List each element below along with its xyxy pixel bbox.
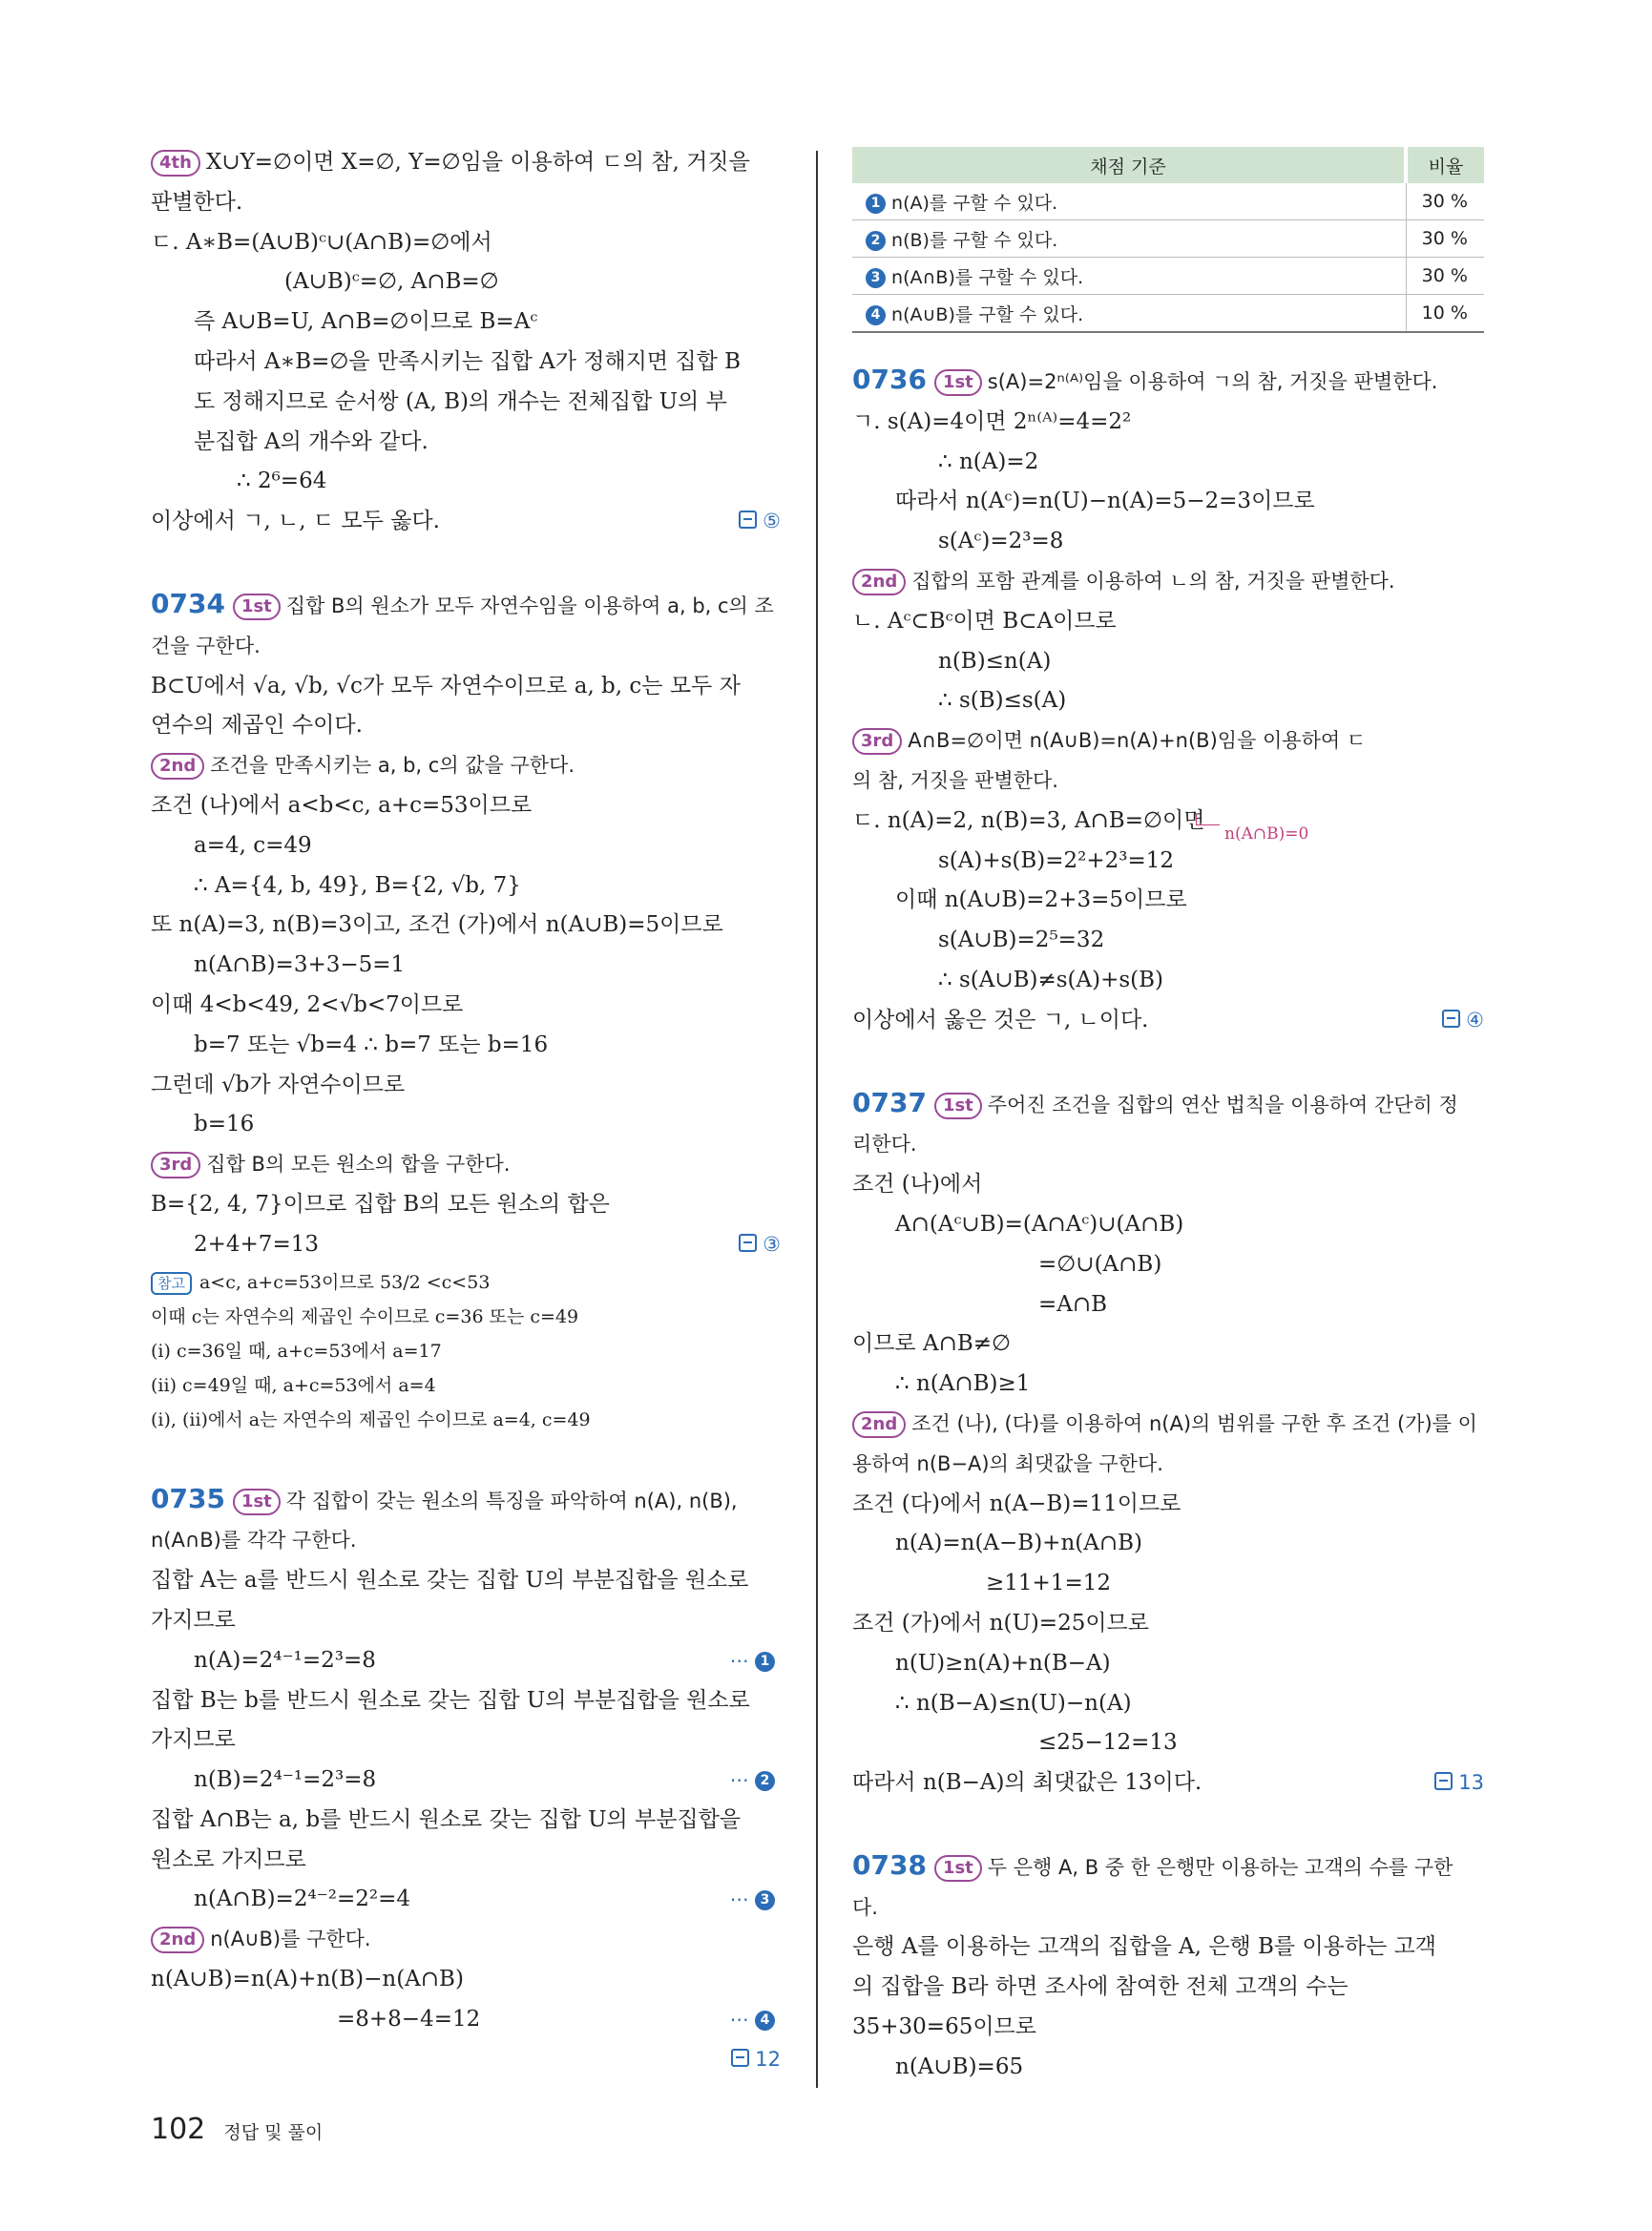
solution-line: [852, 522, 1484, 562]
line-text: B={2, 4, 7}이므로 집합 B의 모든 원소의 합은: [151, 1191, 610, 1217]
line-text: 따라서 n(Aᶜ)=n(U)−n(A)=5−2=3이므로: [895, 489, 1315, 514]
note-tag: 참고: [151, 1272, 192, 1295]
line-text: ∴ n(A∩B)≥1: [895, 1371, 1031, 1397]
line-text: (i), (ii)에서 a는 자연수의 제곱인 수이므로 a=4, c=49: [151, 1408, 591, 1430]
solution-line: [852, 1205, 1484, 1245]
line-text: 이때 4<b<49, 2<√b<7이므로: [151, 991, 464, 1017]
line-text: 2+4+7=13: [194, 1231, 319, 1257]
solution-line: [852, 1285, 1484, 1325]
section-gap: [852, 1804, 1484, 1845]
solution-line: [852, 1723, 1484, 1763]
line-text: 따라서 A∗B=∅을 만족시키는 집합 A가 정해지면 집합 B: [194, 348, 742, 374]
heading-text: 집합 B의 원소가 모두 자연수임을 이용하여 a, b, c의 조: [285, 594, 774, 617]
step-heading: [852, 360, 1484, 403]
step-tag: 2nd: [852, 569, 906, 595]
solution-line: [151, 706, 781, 746]
solution-line: [151, 1880, 781, 1920]
solution-line: [151, 1334, 781, 1368]
solution-line: [151, 223, 781, 263]
solution-line: [852, 1245, 1484, 1285]
score-table-header-criteria: 채점 기준: [852, 147, 1406, 183]
line-text: s(A∪B)=2⁵=32: [938, 928, 1105, 953]
column-divider: [816, 151, 818, 2088]
solution-line: [151, 383, 781, 423]
criteria-number-icon: 2: [866, 231, 886, 251]
step-heading: [151, 1145, 781, 1185]
line-text: ∴ n(A)=2: [938, 448, 1039, 474]
solution-line: [852, 881, 1484, 921]
solution-line: [151, 786, 781, 826]
score-ratio-cell: 30 %: [1406, 258, 1484, 295]
score-table-row: [852, 258, 1484, 295]
solution-line: [852, 1644, 1484, 1684]
answer-mark: [739, 502, 781, 542]
step-heading: [852, 1083, 1484, 1126]
line-text: 조건 (다)에서 n(A−B)=11이므로: [852, 1491, 1181, 1516]
line-text: (ii) c=49일 때, a+c=53에서 a=4: [151, 1374, 436, 1396]
step-number-icon: 2: [755, 1771, 775, 1791]
score-ratio-cell: 30 %: [1406, 183, 1484, 220]
criteria-number-icon: 3: [866, 268, 886, 288]
solution-line: [151, 1265, 781, 1300]
solution-line: [852, 1604, 1484, 1644]
line-text: ∴ s(B)≤s(A): [938, 688, 1067, 714]
line-text: 조건 (나)에서 a<b<c, a+c=53이므로: [151, 792, 533, 818]
heading-text: n(A∪B)를 구한다.: [210, 1928, 371, 1951]
line-text: s(Aᶜ)=2³=8: [938, 529, 1064, 554]
score-table-row: [852, 295, 1484, 333]
line-text: =8+8−4=12: [337, 2006, 481, 2032]
score-table-header-ratio: 비율: [1406, 147, 1484, 183]
criteria-number-icon: 1: [866, 194, 886, 214]
solution-line: [852, 1928, 1484, 1968]
score-ratio-cell: 30 %: [1406, 220, 1484, 258]
step-heading: [151, 1479, 781, 1522]
line-text: 또 n(A)=3, n(B)=3이고, 조건 (가)에서 n(A∪B)=5이므로: [151, 912, 723, 938]
answer-icon: [1442, 1010, 1460, 1028]
criteria-text: n(A)를 구할 수 있다.: [891, 192, 1058, 214]
problem-number: 0737: [852, 1086, 927, 1118]
line-text: n(A)=n(A−B)+n(A∩B): [895, 1531, 1142, 1556]
line-text: 가지므로: [151, 1727, 236, 1753]
line-text: n(A∩B)=2⁴⁻²=2²=4: [194, 1887, 411, 1912]
line-text: n(A)=2⁴⁻¹=2³=8: [194, 1647, 376, 1673]
line-text: 분집합 A의 개수와 같다.: [194, 428, 429, 454]
heading-text: A∩B=∅이면 n(A∪B)=n(A)+n(B)임을 이용하여 ㄷ: [908, 729, 1367, 753]
step-tag: 4th: [151, 150, 200, 177]
solution-line: [151, 462, 781, 502]
line-text: n(B)=2⁴⁻¹=2³=8: [194, 1767, 377, 1793]
step-tag: 1st: [934, 1855, 982, 1882]
step-heading: [852, 721, 1484, 761]
answer-value: 13: [1458, 1771, 1484, 1795]
answer-value: ④: [1466, 1008, 1484, 1032]
line-text: ∴ n(B−A)≤n(U)−n(A): [895, 1690, 1132, 1716]
score-ratio-cell: 10 %: [1406, 295, 1484, 333]
section-gap: [151, 1437, 781, 1479]
line-text: ∴ 2⁶=64: [237, 469, 327, 494]
line-text: A∩(Aᶜ∪B)=(A∩Aᶜ)∪(A∩B): [895, 1211, 1184, 1237]
answer-icon: [731, 2049, 749, 2067]
step-marker: ⋯ 4: [730, 2000, 775, 2040]
solution-line: [852, 602, 1484, 642]
step-heading: [151, 1920, 781, 1960]
answer-mark: [1442, 1001, 1484, 1041]
line-text: 집합 B는 b를 반드시 원소로 갖는 집합 U의 부분집합을 원소로: [151, 1687, 750, 1713]
footer-label: 정답 및 풀이: [223, 2122, 324, 2143]
line-text: 원소로 가지므로: [151, 1846, 306, 1872]
page-number: 102: [151, 2113, 206, 2146]
heading-text: 다.: [852, 1895, 878, 1919]
criteria-text: n(A∩B)를 구할 수 있다.: [891, 266, 1084, 288]
solution-line: [151, 2000, 781, 2040]
solution-line: [151, 667, 781, 707]
heading-text: 두 은행 A, B 중 한 은행만 이용하는 고객의 수를 구한: [987, 1855, 1453, 1879]
solution-line: [151, 1841, 781, 1881]
line-text: B⊂U에서 √a, √b, √c가 모두 자연수이므로 a, b, c는 모두 자: [151, 673, 741, 698]
line-text: 이상에서 옳은 것은 ㄱ, ㄴ이다.: [852, 1007, 1149, 1032]
line-text: =∅∪(A∩B): [1038, 1251, 1162, 1277]
criteria-number-icon: 4: [866, 305, 886, 325]
solution-line: [151, 1300, 781, 1334]
answer-mark: [739, 1225, 781, 1265]
heading-text: 용하여 n(B−A)의 최댓값을 구한다.: [852, 1451, 1163, 1475]
heading-text: 주어진 조건을 집합의 연산 법칙을 이용하여 간단히 정: [987, 1093, 1458, 1116]
solution-line: [151, 262, 781, 302]
step-heading: [151, 584, 781, 627]
line-text: s(A)+s(B)=2²+2³=12: [938, 847, 1175, 873]
step-heading: [852, 1125, 1484, 1165]
solution-line: [151, 1185, 781, 1225]
line-text: 이므로 A∩B≠∅: [852, 1331, 1012, 1357]
solution-line: [852, 642, 1484, 682]
solution-line: [852, 842, 1484, 882]
solution-line: [151, 1225, 781, 1265]
line-text: n(B)≤n(A): [938, 648, 1052, 674]
solution-line: [151, 906, 781, 946]
heading-text: n(A∩B)를 각각 구한다.: [151, 1529, 357, 1553]
solution-line: [151, 143, 781, 183]
solution-line: [151, 502, 781, 542]
line-text: ㄷ. A∗B=(A∪B)ᶜ∪(A∩B)=∅에서: [151, 229, 492, 255]
page-footer: [151, 2113, 323, 2146]
heading-text: 조건 (나), (다)를 이용하여 n(A)의 범위를 구한 후 조건 (가)를 이: [911, 1411, 1477, 1435]
score-criteria-cell: [852, 220, 1406, 258]
heading-text: 각 집합이 갖는 원소의 특징을 파악하여 n(A), n(B),: [285, 1489, 738, 1512]
step-heading: [852, 1405, 1484, 1445]
step-tag: 1st: [934, 1093, 982, 1119]
solution-line: [852, 961, 1484, 1001]
solution-line: [151, 1960, 781, 2000]
step-heading: [151, 627, 781, 667]
section-gap: [852, 333, 1484, 360]
solution-line: [151, 826, 781, 866]
step-tag: 2nd: [151, 1927, 204, 1953]
heading-text: 조건을 만족시키는 a, b, c의 값을 구한다.: [210, 754, 575, 778]
problem-number: 0736: [852, 364, 927, 395]
solution-line: [852, 921, 1484, 961]
line-text: n(A∩B)=3+3−5=1: [194, 952, 406, 978]
heading-text: 리한다.: [852, 1133, 917, 1157]
solution-line: [151, 1601, 781, 1641]
solution-line: [151, 1801, 781, 1841]
solution-line: [852, 1968, 1484, 2008]
answer-value: 12: [755, 2047, 781, 2071]
line-text: 집합 A는 a를 반드시 원소로 갖는 집합 U의 부분집합을 원소로: [151, 1568, 749, 1594]
answer-icon: [739, 1234, 757, 1252]
step-tag: 2nd: [151, 753, 204, 780]
line-text: (A∪B)ᶜ=∅, A∩B=∅: [284, 269, 499, 295]
solution-line: [852, 1763, 1484, 1804]
step-marker: ⋯ 1: [730, 1641, 775, 1681]
line-text: X∪Y=∅이면 X=∅, Y=∅임을 이용하여 ㄷ의 참, 거짓을: [205, 150, 750, 175]
answer-value: ⑤: [763, 510, 781, 533]
solution-line: [151, 986, 781, 1026]
heading-text: s(A)=2ⁿ⁽ᴬ⁾임을 이용하여 ㄱ의 참, 거짓을 판별한다.: [987, 370, 1438, 393]
line-text: n(A∪B)=n(A)+n(B)−n(A∩B): [151, 1967, 464, 1992]
step-number-icon: 4: [755, 2011, 775, 2031]
step-tag: 3rd: [852, 728, 902, 755]
line-text: 이때 c는 자연수의 제곱인 수이므로 c=36 또는 c=49: [151, 1305, 579, 1327]
solution-line: [151, 343, 781, 383]
line-text: 즉 A∪B=U, A∩B=∅이므로 B=Aᶜ: [194, 309, 538, 335]
section-gap: [151, 542, 781, 584]
solution-line: [151, 1403, 781, 1437]
solution-line: [151, 866, 781, 907]
line-text: 가지므로: [151, 1607, 236, 1633]
solution-line: [151, 1105, 781, 1145]
line-text: 그런데 √b가 자연수이므로: [151, 1072, 406, 1097]
solution-line: [852, 2008, 1484, 2048]
solution-line: [151, 1681, 781, 1721]
line-text: ∴ s(A∪B)≠s(A)+s(B): [938, 967, 1164, 992]
left-column: [151, 143, 781, 2071]
score-criteria-cell: [852, 258, 1406, 295]
score-criteria-cell: [852, 183, 1406, 220]
line-text: a<c, a+c=53이므로 53/2 <c<53: [199, 1271, 491, 1293]
line-text: 조건 (나)에서: [852, 1172, 983, 1198]
solution-line: [852, 802, 1484, 842]
solution-line: [151, 946, 781, 986]
solution-line: [852, 1485, 1484, 1525]
line-text: b=7 또는 √b=4 ∴ b=7 또는 b=16: [194, 1032, 549, 1057]
line-text: 판별한다.: [151, 189, 243, 215]
solution-line: [151, 1026, 781, 1066]
solution-line: [852, 1564, 1484, 1604]
line-text: n(U)≥n(A)+n(B−A): [895, 1650, 1111, 1676]
step-tag: 1st: [233, 1489, 281, 1515]
solution-line: [852, 1001, 1484, 1041]
solution-line: [151, 1066, 781, 1106]
problem-number: 0734: [151, 587, 225, 619]
step-marker: ⋯ 3: [730, 1880, 775, 1920]
solution-line: [151, 1720, 781, 1761]
solution-line: [852, 403, 1484, 443]
score-table-row: [852, 220, 1484, 258]
answer-icon: [739, 511, 757, 529]
solution-line: [852, 2048, 1484, 2088]
line-text: ㄱ. s(A)=4이면 2ⁿ⁽ᴬ⁾=4=2²: [852, 408, 1132, 434]
solution-line: [852, 482, 1484, 522]
annotation: n(A∩B)=0: [1224, 815, 1308, 855]
solution-line: [151, 183, 781, 223]
answer-icon: [1434, 1772, 1453, 1790]
score-criteria-cell: [852, 295, 1406, 333]
solution-line: [852, 1165, 1484, 1205]
step-tag: 2nd: [852, 1411, 906, 1438]
line-text: =A∩B: [1038, 1291, 1108, 1317]
score-table-row: [852, 183, 1484, 220]
answer-value: ③: [763, 1232, 781, 1256]
line-text: 은행 A를 이용하는 고객의 집합을 A, 은행 B를 이용하는 고객: [852, 1934, 1437, 1960]
answer-mark: [1434, 1763, 1484, 1804]
line-text: n(A∪B)=65: [895, 2054, 1024, 2079]
line-text: b=16: [194, 1112, 255, 1137]
line-text: a=4, c=49: [194, 832, 312, 858]
step-heading: [852, 1445, 1484, 1485]
heading-text: 집합 B의 모든 원소의 합을 구한다.: [206, 1153, 511, 1177]
line-text: ≤25−12=13: [1038, 1730, 1178, 1756]
solution-line: [151, 302, 781, 343]
line-text: 따라서 n(B−A)의 최댓값은 13이다.: [852, 1770, 1202, 1796]
solution-line: [852, 1365, 1484, 1405]
step-tag: 1st: [233, 594, 281, 620]
line-text: 이때 n(A∪B)=2+3=5이므로: [895, 887, 1187, 913]
step-heading: [852, 562, 1484, 602]
step-number-icon: 1: [755, 1652, 775, 1672]
solution-line: [151, 1561, 781, 1601]
line-text: ㄷ. n(A)=2, n(B)=3, A∩B=∅이면: [852, 807, 1205, 833]
line-text: 연수의 제곱인 수이다.: [151, 713, 363, 739]
solution-line: [852, 1684, 1484, 1724]
line-text: 이상에서 ㄱ, ㄴ, ㄷ 모두 옳다.: [151, 509, 440, 534]
step-marker: ⋯ 2: [730, 1761, 775, 1801]
step-tag: 1st: [934, 369, 982, 396]
score-table: [852, 147, 1484, 333]
problem-number: 0738: [852, 1848, 927, 1881]
step-tag: 3rd: [151, 1152, 200, 1178]
line-text: 35+30=65이므로: [852, 2014, 1036, 2040]
heading-text: 의 참, 거짓을 판별한다.: [852, 768, 1058, 792]
criteria-text: n(A∪B)를 구할 수 있다.: [891, 303, 1084, 325]
step-heading: [151, 746, 781, 786]
heading-text: 건을 구한다.: [151, 634, 261, 657]
step-heading: [852, 1888, 1484, 1929]
line-text: 조건 (가)에서 n(U)=25이므로: [852, 1610, 1149, 1636]
answer-mark: [731, 2040, 781, 2080]
right-column: [852, 143, 1484, 2088]
line-text: 집합 A∩B는 a, b를 반드시 원소로 갖는 집합 U의 부분집합을: [151, 1806, 742, 1832]
line-text: ㄴ. Aᶜ⊂Bᶜ이면 B⊂A이므로: [852, 608, 1117, 634]
solution-line: [151, 1368, 781, 1403]
step-heading: [852, 761, 1484, 802]
solution-line: [852, 1524, 1484, 1564]
section-gap: [852, 1041, 1484, 1083]
step-heading: [852, 1845, 1484, 1888]
criteria-text: n(B)를 구할 수 있다.: [891, 229, 1058, 251]
solution-line: [151, 1641, 781, 1681]
heading-text: 집합의 포함 관계를 이용하여 ㄴ의 참, 거짓을 판별한다.: [911, 569, 1395, 593]
solution-line: [852, 443, 1484, 483]
line-text: (i) c=36일 때, a+c=53에서 a=17: [151, 1340, 442, 1362]
solution-line: [852, 1324, 1484, 1365]
solution-line: [852, 681, 1484, 721]
problem-number: 0735: [151, 1482, 225, 1514]
line-text: 의 집합을 B라 하면 조사에 참여한 전체 고객의 수는: [852, 1974, 1349, 2000]
line-text: 도 정해지므로 순서쌍 (A, B)의 개수는 전체집합 U의 부: [194, 388, 727, 414]
line-text: ≥11+1=12: [986, 1571, 1111, 1596]
solution-line: [151, 1761, 781, 1801]
step-heading: [151, 1521, 781, 1561]
step-number-icon: 3: [755, 1890, 775, 1910]
line-text: ∴ A={4, b, 49}, B={2, √b, 7}: [194, 872, 521, 898]
solution-line: [151, 423, 781, 463]
